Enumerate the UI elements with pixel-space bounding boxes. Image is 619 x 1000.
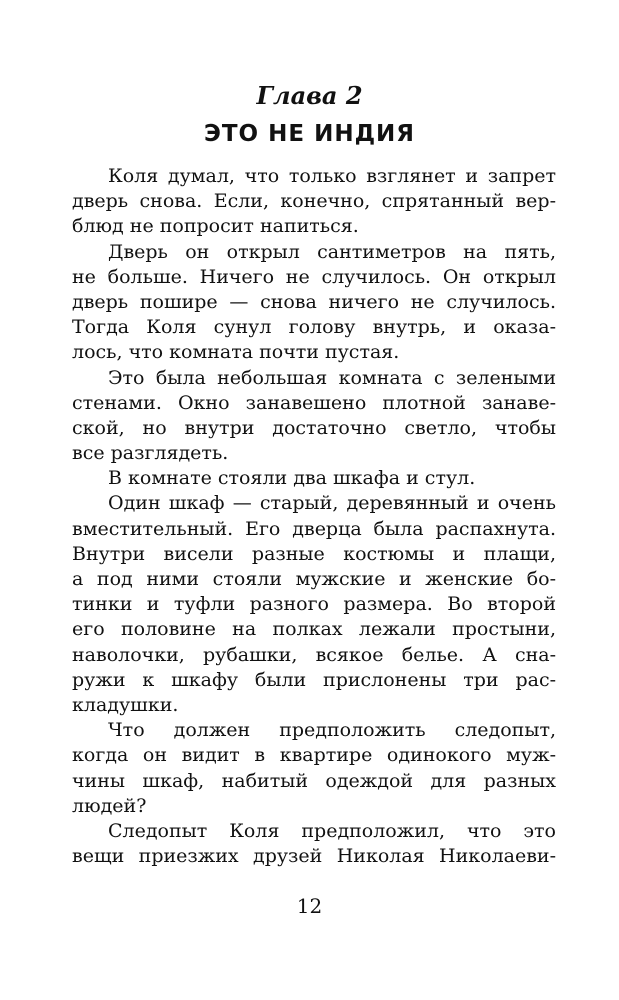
text-line: В комнате стояли два шкафа и стул. (108, 467, 476, 490)
text-line: кладушки. (72, 693, 179, 716)
text-line: Коля думал, что только взглянет и запрет (108, 165, 556, 187)
text-line: дверь пошире — снова ничего не случилось. (72, 290, 556, 313)
text-line: наволочки, рубашки, всякое белье. А сна- (72, 643, 556, 666)
text-line: дверь снова. Если, конечно, спрятанный вер- (72, 190, 556, 213)
text-line: Тогда Коля сунул голову внутрь, и оказа- (72, 316, 556, 339)
text-line: Это была небольшая комната с зелеными (108, 366, 556, 389)
text-line: чины шкаф, набитый одеждой для разных (72, 769, 556, 792)
text-line: а под ними стояли мужские и женские бо- (72, 568, 556, 590)
text-line: его половине на полках лежали простыни, (72, 618, 556, 641)
text-line: Что должен предположить следопыт, (108, 719, 556, 742)
text-line: вместительный. Его дверца была распахнута. (72, 517, 556, 540)
text-line: Один шкаф — старый, деревянный и очень (108, 492, 556, 515)
text-line: лось, что комната почти пустая. (72, 341, 400, 364)
text-line: Следопыт Коля предположил, что это (108, 819, 556, 842)
text-line: людей? (72, 794, 147, 817)
text-line: не больше. Ничего не случилось. Он открыл (72, 265, 556, 288)
text-line: ружи к шкафу были прислонены три рас- (72, 668, 556, 691)
text-line: ской, но внутри достаточно светло, чтобы (72, 416, 556, 439)
text-line: все разглядеть. (72, 442, 229, 465)
text-line: Внутри висели разные костюмы и плащи, (72, 542, 556, 565)
body-text (72, 164, 556, 869)
text-line: тинки и туфли разного размера. Во второй (72, 593, 556, 616)
text-line: вещи приезжих друзей Николая Николаеви- (72, 845, 556, 868)
page-number: 12 (296, 894, 323, 918)
text-line: когда он видит в квартире одинокого муж- (72, 744, 556, 767)
chapter-title: ЭТО НЕ ИНДИЯ (203, 121, 416, 147)
text-line: Дверь он открыл сантиметров на пять, (108, 240, 556, 263)
text-line: блюд не попросит напиться. (72, 215, 359, 238)
chapter-label: Глава 2 (256, 81, 363, 110)
text-line: стенами. Окно занавешено плотной занаве- (72, 391, 556, 414)
